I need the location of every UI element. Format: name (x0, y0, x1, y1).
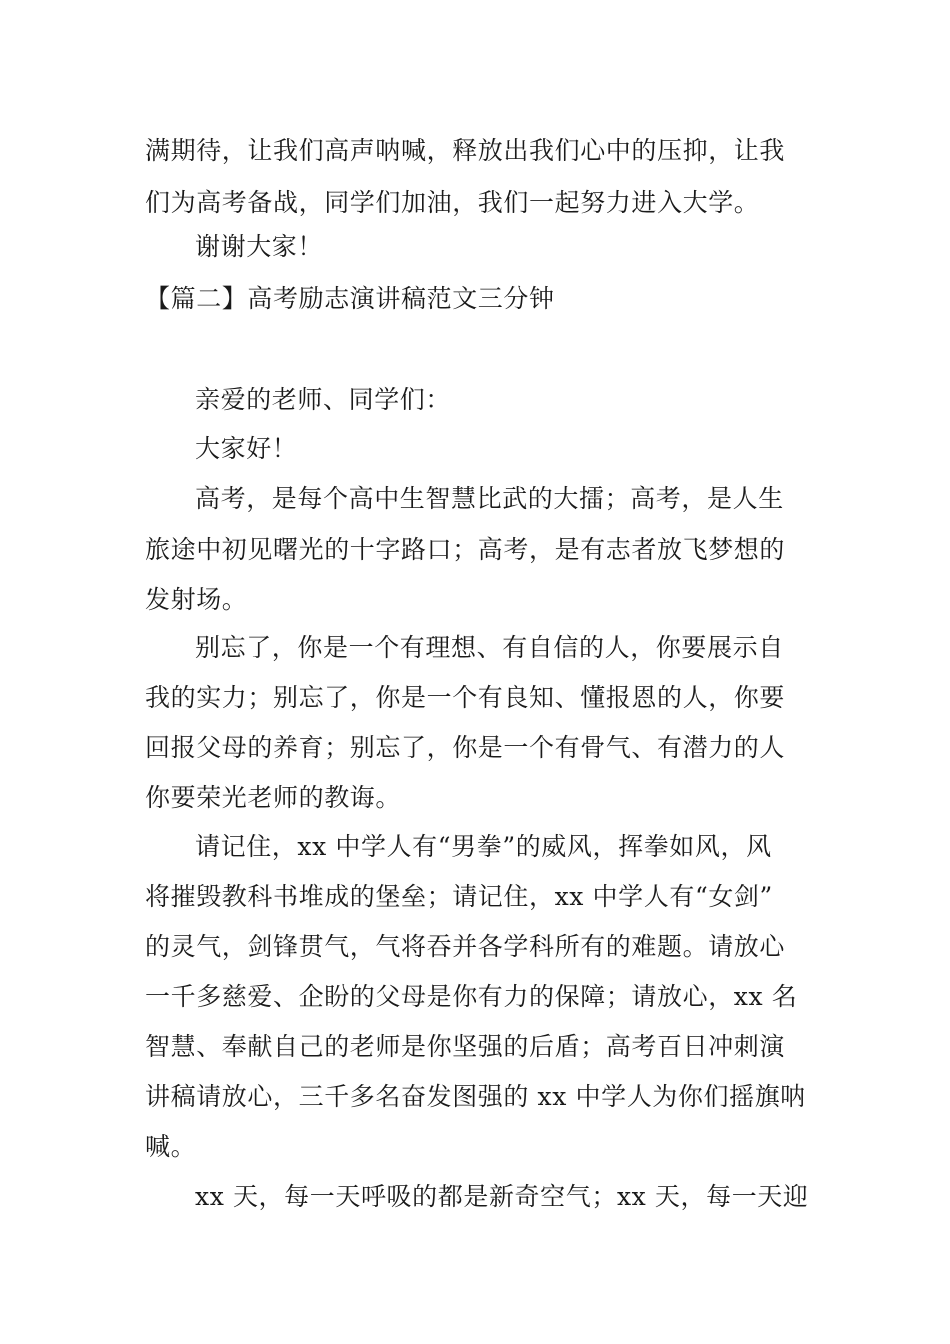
paragraph-line: 讲稿请放心，三千多名奋发图强的 xx 中学人为你们摇旗呐 (145, 1082, 806, 1111)
paragraph-line: 智慧、奉献自己的老师是你坚强的后盾；高考百日冲刺演 (145, 1032, 786, 1061)
paragraph-line: 你要荣光老师的教诲。 (145, 783, 402, 812)
paragraph-line: 别忘了，你是一个有理想、有自信的人，你要展示自 (195, 633, 784, 662)
paragraph-line: 满期待，让我们高声呐喊，释放出我们心中的压抑，让我 (145, 136, 786, 165)
paragraph-line: xx 天，每一天呼吸的都是新奇空气；xx 天，每一天迎 (195, 1182, 809, 1211)
paragraph-line: 高考，是每个高中生智慧比武的大擂；高考，是人生 (195, 484, 784, 513)
closing-line: 谢谢大家！ (195, 232, 324, 261)
paragraph-line: 请记住，xx 中学人有“男拳”的威风，挥拳如风，风 (195, 832, 772, 861)
paragraph-line: 旅途中初见曙光的十字路口；高考，是有志者放飞梦想的 (145, 535, 786, 564)
paragraph-line: 我的实力；别忘了，你是一个有良知、懂报恩的人，你要 (145, 683, 786, 712)
salutation-line: 亲爱的老师、同学们： (195, 385, 452, 414)
paragraph-line: 喊。 (145, 1132, 197, 1161)
paragraph-line: 的灵气，剑锋贯气，气将吞并各学科所有的难题。请放心 (145, 932, 786, 961)
section-heading: 【篇二】高考励志演讲稿范文三分钟 (145, 284, 555, 313)
paragraph-line: 回报父母的养育；别忘了，你是一个有骨气、有潜力的人 (145, 733, 786, 762)
paragraph-line: 将摧毁教科书堆成的堡垒；请记住，xx 中学人有“女剑” (145, 882, 773, 911)
paragraph-line: 们为高考备战，同学们加油，我们一起努力进入大学。 (145, 188, 760, 217)
greeting-line: 大家好！ (195, 434, 298, 463)
paragraph-line: 一千多慈爱、企盼的父母是你有力的保障；请放心，xx 名 (145, 982, 798, 1011)
paragraph-line: 发射场。 (145, 585, 248, 614)
